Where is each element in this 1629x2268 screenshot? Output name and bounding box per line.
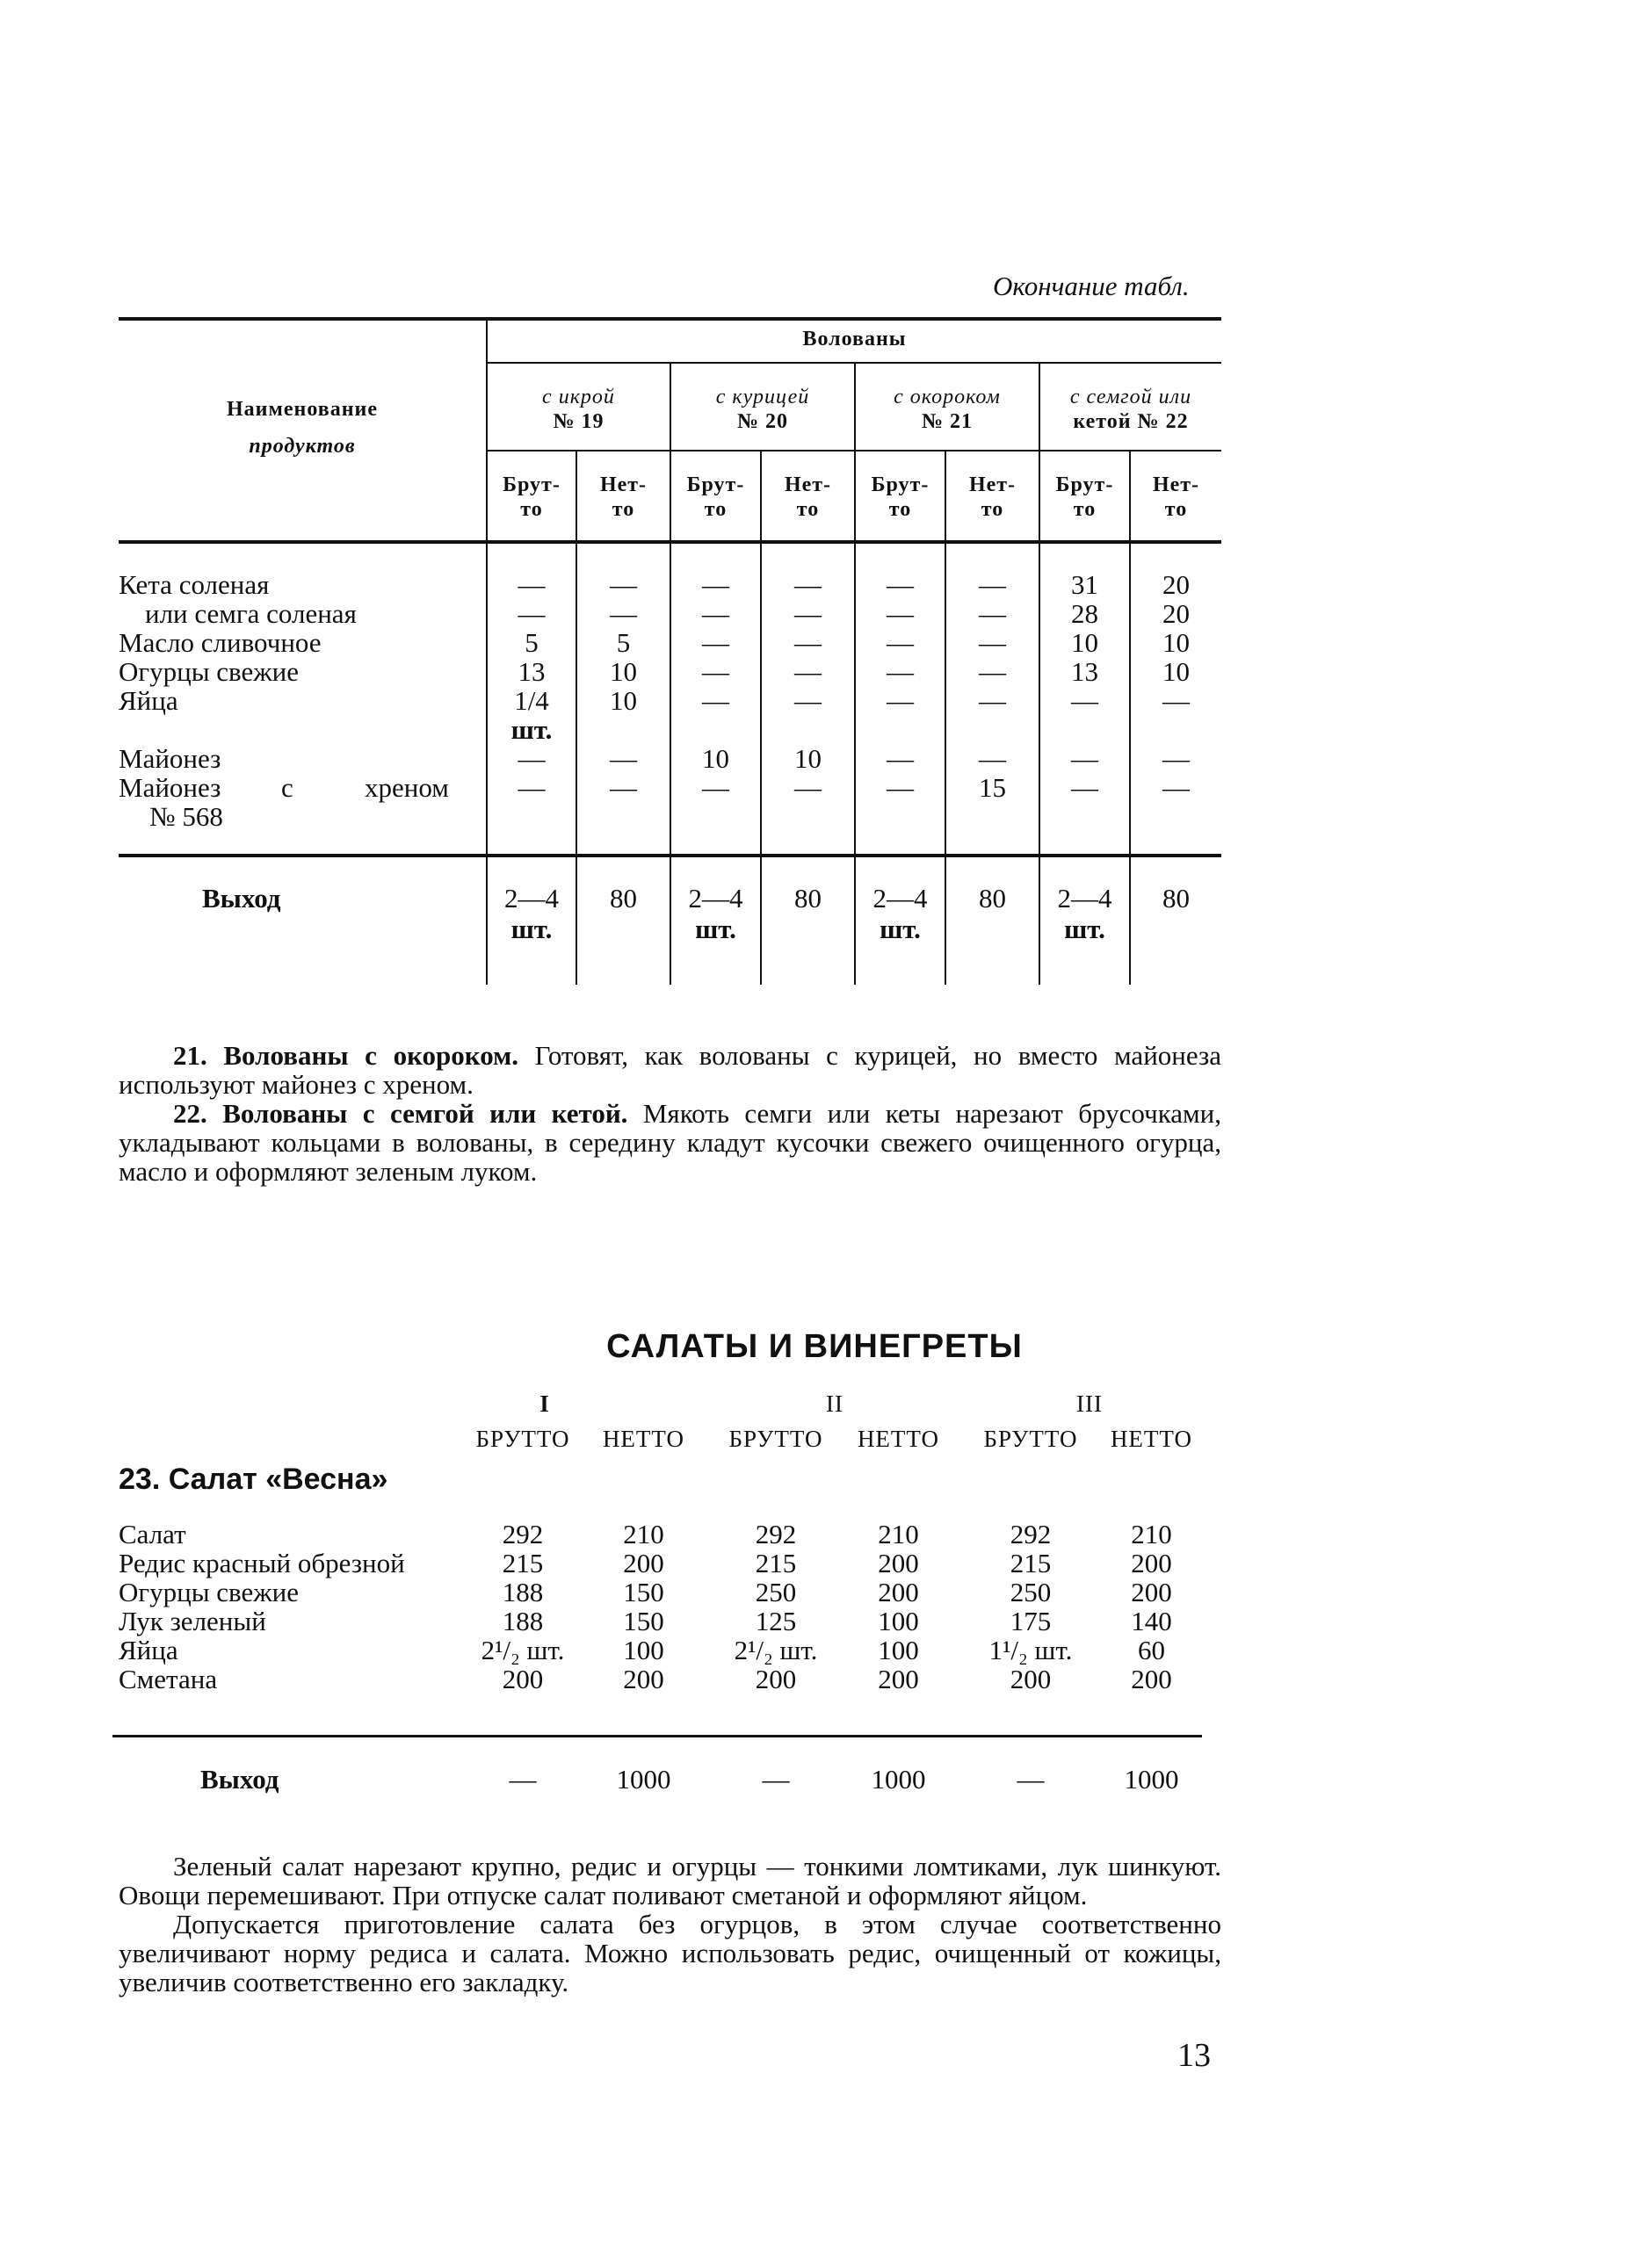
- output-unit: шт.: [1064, 914, 1105, 944]
- netto-header: НЕТТО: [1110, 1426, 1193, 1452]
- output-cell: —: [1017, 1764, 1045, 1795]
- subgroup-3-l1: с окороком: [894, 386, 1001, 408]
- subgroup-3-l2: № 21: [921, 410, 974, 433]
- table-cell: 10: [794, 743, 822, 774]
- output-unit: шт.: [695, 914, 736, 944]
- table-cell: —: [610, 772, 637, 803]
- output-cell: 80: [979, 883, 1006, 914]
- table-cell: —: [979, 598, 1006, 629]
- output-cell: 80: [1162, 883, 1190, 914]
- table-cell: —: [1162, 772, 1190, 803]
- table-cell: —: [794, 685, 822, 716]
- brutto-header: Брут-: [686, 473, 745, 496]
- table-cell: 10: [702, 743, 729, 774]
- col-2-header: II: [826, 1390, 843, 1417]
- brutto-header: то: [704, 498, 728, 521]
- table-cell: 200: [502, 1664, 544, 1694]
- table-cell: —: [887, 598, 914, 629]
- table-cell: 292: [755, 1519, 797, 1549]
- brutto-header: БРУТТО: [983, 1426, 1078, 1452]
- table-cell: 10: [610, 685, 637, 716]
- table-cell: 292: [1010, 1519, 1052, 1549]
- col-3-header: III: [1076, 1390, 1103, 1417]
- output-cell: 2—4: [872, 883, 928, 914]
- row-name: с: [281, 772, 293, 803]
- table-cell: 125: [755, 1606, 797, 1636]
- output-cell: 80: [610, 883, 637, 914]
- table-cell: 140: [1131, 1606, 1172, 1636]
- table-cell: 60: [1138, 1635, 1165, 1665]
- continuation-note: Окончание табл.: [993, 271, 1190, 301]
- output-cell: 1000: [1124, 1764, 1179, 1795]
- table-top-rule: [119, 317, 1221, 321]
- page-number: 13: [1177, 2037, 1211, 2074]
- table-cell: 20: [1162, 598, 1190, 629]
- table-cell: —: [887, 569, 914, 600]
- table-cell: —: [887, 627, 914, 658]
- table-cell: —: [979, 656, 1006, 687]
- brutto-header: БРУТТО: [728, 1426, 823, 1452]
- subgroup-1-l1: с икрой: [542, 386, 615, 408]
- table-cell: 215: [1010, 1548, 1052, 1578]
- salad-text: [119, 1852, 1221, 1997]
- table-cell: 188: [502, 1577, 544, 1607]
- table-cell: 175: [1010, 1606, 1052, 1636]
- table-cell: 100: [878, 1606, 919, 1636]
- netto-header: то: [1164, 498, 1188, 521]
- table-cell: —: [702, 598, 729, 629]
- table-cell: 200: [623, 1548, 664, 1578]
- output-cell: 2—4: [688, 883, 743, 914]
- brutto-header: то: [1073, 498, 1097, 521]
- table-cell: 10: [1162, 627, 1190, 658]
- row-name: Огурцы свежие: [119, 1577, 300, 1607]
- netto-header: Нет-: [784, 473, 832, 496]
- output-unit: шт.: [880, 914, 921, 944]
- table-cell: 1¹/₂ шт.: [988, 1635, 1073, 1665]
- table-cell: —: [887, 685, 914, 716]
- table-cell: 2¹/₂ шт.: [481, 1635, 565, 1665]
- row-name: № 568: [149, 801, 223, 832]
- col-1-header: I: [539, 1390, 550, 1417]
- table-cell: 200: [1131, 1577, 1172, 1607]
- table-cell: 292: [502, 1519, 544, 1549]
- row-name: Кета соленая: [119, 569, 270, 600]
- table-cell: —: [1071, 685, 1098, 716]
- netto-header: НЕТТО: [602, 1426, 685, 1452]
- table-cell: —: [610, 569, 637, 600]
- table-cell: 215: [502, 1548, 544, 1578]
- subgroup-2-l1: с курицей: [715, 386, 810, 408]
- brutto-header: Брут-: [503, 473, 561, 496]
- netto-header: Нет-: [1152, 473, 1200, 496]
- table-cell: 5: [525, 627, 539, 658]
- section-title: САЛАТЫ И ВИНЕГРЕТЫ: [606, 1328, 1023, 1365]
- name-header-1: Наименование: [227, 398, 378, 421]
- row-name: Майонез: [119, 743, 221, 774]
- table-cell: —: [702, 772, 729, 803]
- brutto-header: Брут-: [1055, 473, 1114, 496]
- output-cell: 80: [794, 883, 822, 914]
- brutto-header: то: [520, 498, 543, 521]
- table-cell: 10: [1162, 656, 1190, 687]
- table-cell: —: [979, 685, 1006, 716]
- subgroup-1-l2: № 19: [553, 410, 605, 433]
- table-cell: 150: [623, 1606, 664, 1636]
- table-cell: 188: [502, 1606, 544, 1636]
- output-cell: 2—4: [504, 883, 559, 914]
- salad-paragraph-2: Допускается приготовление салата без огурцов, в этом случае соответственно увеличивают норму редиса и салата. Можно использовать редис, очищенный от кожицы, увеличив соответственно его закладку.: [119, 1909, 1221, 1997]
- table-cell: 100: [623, 1635, 664, 1665]
- table-cell: 200: [1131, 1548, 1172, 1578]
- table-cell: 250: [1010, 1577, 1052, 1607]
- table-cell: —: [702, 656, 729, 687]
- table-cell: —: [887, 656, 914, 687]
- subgroup-4-l1: с семгой или: [1069, 386, 1192, 408]
- table-cell: 250: [755, 1577, 797, 1607]
- row-name: Огурцы свежие: [119, 656, 300, 687]
- table-cell: —: [610, 743, 637, 774]
- table-cell: 100: [878, 1635, 919, 1665]
- table-cell: 5: [616, 627, 631, 658]
- table-cell: —: [518, 772, 546, 803]
- table-cell: 2¹/₂ шт.: [734, 1635, 818, 1665]
- table-cell: 28: [1071, 598, 1098, 629]
- table-cell: —: [702, 569, 729, 600]
- table-cell: 200: [878, 1664, 919, 1694]
- recipe-title: 23. Салат «Весна»: [119, 1463, 388, 1496]
- output-unit: шт.: [510, 914, 553, 944]
- output-label: Выход: [202, 883, 281, 914]
- group-header: Волованы: [802, 328, 907, 350]
- table-cell: —: [1162, 685, 1190, 716]
- table-cell: 13: [1071, 656, 1098, 687]
- brutto-header: Брут-: [871, 473, 930, 496]
- table-cell: 200: [878, 1577, 919, 1607]
- netto-header: Нет-: [968, 473, 1017, 496]
- subgroup-4-l2: кетой № 22: [1073, 410, 1189, 433]
- table-cell: —: [794, 569, 822, 600]
- salad-paragraph-1: Зеленый салат нарезают крупно, редис и огурцы — тонкими ломтиками, лук шинкуют. Овощи перемешивают. При отпуске салат поливают сметаной и оформляют яйцом.: [119, 1851, 1221, 1910]
- table-cell: —: [518, 569, 546, 600]
- netto-header: то: [612, 498, 635, 521]
- table-cell: —: [518, 598, 546, 629]
- output-cell: —: [509, 1764, 537, 1795]
- table-cell: 200: [878, 1548, 919, 1578]
- row-name: хреном: [365, 772, 449, 803]
- row-name: Салат: [119, 1519, 186, 1549]
- table-cell: —: [702, 685, 729, 716]
- table-cell: 10: [610, 656, 637, 687]
- recipe-21-num: 21.: [173, 1040, 207, 1071]
- table-cell: —: [979, 743, 1006, 774]
- table-cell: —: [887, 772, 914, 803]
- table-cell: —: [518, 743, 546, 774]
- row-name: Майонез: [119, 772, 221, 803]
- table-cell: 210: [878, 1519, 919, 1549]
- table-cell: —: [794, 656, 822, 687]
- table-cell: 215: [755, 1548, 797, 1578]
- table-cell: —: [794, 627, 822, 658]
- table-cell: —: [702, 627, 729, 658]
- table-cell: —: [1162, 743, 1190, 774]
- netto-header: НЕТТО: [857, 1426, 940, 1452]
- table-cell: —: [979, 569, 1006, 600]
- table-cell: —: [887, 743, 914, 774]
- table-cell: —: [979, 627, 1006, 658]
- output-label: Выход: [200, 1764, 279, 1795]
- output-cell: 1000: [871, 1764, 926, 1795]
- table-cell: —: [610, 598, 637, 629]
- table-cell: —: [1071, 743, 1098, 774]
- recipe-22-text: Мякоть семги или кеты нарезают брусочками, укладывают кольцами в волованы, в середину кладут кусочки свежего очищенного огурца, масло и оформляют зеленым луком.: [119, 1098, 1221, 1187]
- output-cell: —: [762, 1764, 790, 1795]
- table-cell: 20: [1162, 569, 1190, 600]
- row-name: Редис красный обрезной: [119, 1548, 405, 1578]
- recipe-21-title: Волованы с окороком.: [223, 1040, 518, 1071]
- row-name: Сметана: [119, 1664, 218, 1694]
- table-cell: —: [794, 598, 822, 629]
- row-name: Яйца: [119, 1635, 178, 1665]
- netto-header: то: [796, 498, 820, 521]
- table-cell: 210: [623, 1519, 664, 1549]
- table-cell: 200: [1131, 1664, 1172, 1694]
- table-cell: —: [794, 772, 822, 803]
- table-cell: 200: [1010, 1664, 1052, 1694]
- table-cell: 13: [518, 656, 546, 687]
- output-cell: 2—4: [1057, 883, 1112, 914]
- netto-header: Нет-: [599, 473, 648, 496]
- brutto-header: то: [888, 498, 912, 521]
- table-cell: 15: [979, 772, 1006, 803]
- recipe-22-title: Волованы с семгой или кетой.: [222, 1098, 628, 1129]
- row-name: Лук зеленый: [119, 1606, 266, 1636]
- row-name: Масло сливочное: [119, 627, 322, 658]
- row-name: Яйца: [119, 685, 178, 716]
- output-cell: 1000: [616, 1764, 671, 1795]
- subgroup-2-l2: № 20: [736, 410, 789, 433]
- table-cell: —: [1071, 772, 1098, 803]
- table-cell: шт.: [510, 714, 553, 745]
- table-cell: 200: [755, 1664, 797, 1694]
- recipe-22-num: 22.: [173, 1098, 207, 1129]
- recipe-21-text: Готовят, как волованы с курицей, но вместо майонеза используют майонез с хреном.: [119, 1040, 1222, 1100]
- table-cell: 31: [1071, 569, 1098, 600]
- table2-rule: [112, 1735, 1202, 1737]
- row-name: или семга соленая: [145, 598, 357, 629]
- table-cell: 1/4: [514, 685, 549, 716]
- table-cell: 200: [623, 1664, 664, 1694]
- table-cell: 210: [1131, 1519, 1172, 1549]
- name-header-2: продуктов: [249, 435, 356, 458]
- table-cell: 10: [1071, 627, 1098, 658]
- recipes-text: [119, 1041, 1221, 1186]
- table-cell: 150: [623, 1577, 664, 1607]
- brutto-header: БРУТТО: [475, 1426, 570, 1452]
- netto-header: то: [981, 498, 1004, 521]
